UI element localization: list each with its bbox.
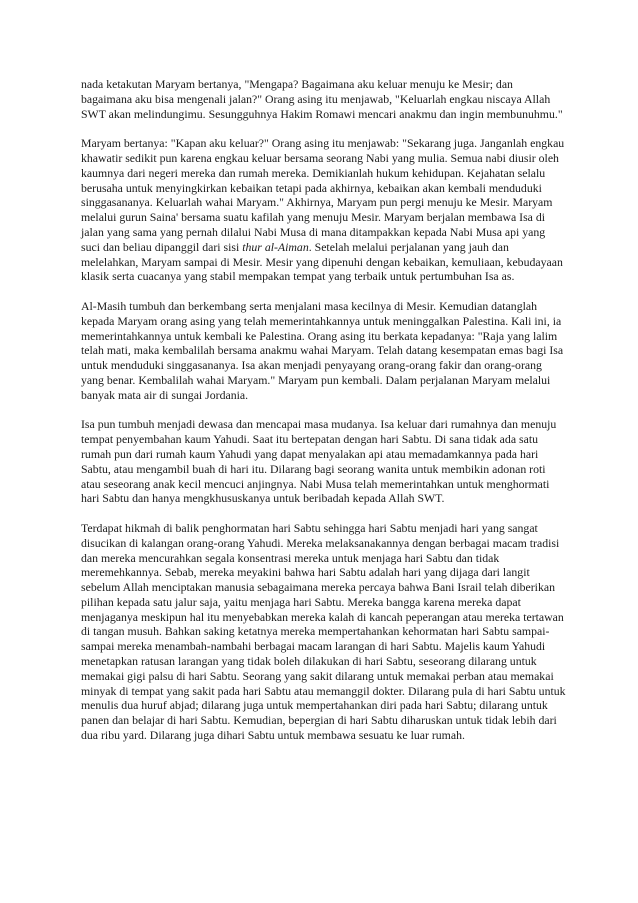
paragraph-2-text-after: . Setelah melalui perjalanan yang jauh dan melelahkan, Maryam sampai di Mesir. Mesir yang dipenuhi dengan kebaikan, kemuliaan, kebudayaan klasik serta cuacanya yang stabil mempakan tempat yang terbaik untuk pertumbuhan Isa as. bbox=[81, 239, 563, 284]
paragraph-5: Terdapat hikmah di balik penghormatan hari Sabtu sehingga hari Sabtu menjadi hari yang sangat disucikan di kalangan orang-orang Yahudi. Mereka melaksanakannya dengan berbagai macam tradisi dan mereka mencurahkan segala konsentrasi mereka untuk menjaga hari Sabtu dan tidak meremehkannya. Sebab, mereka meyakini bahwa hari Sabtu adalah hari yang dijaga dari langit sebelum Allah menciptakan manusia sebagaimana mereka percaya bahwa Bani Israil telah diberikan pilihan kepada satu jalur saja, yaitu menjaga hari Sabtu. Mereka bangga karena mereka dapat menjaganya meskipun hal itu menyebabkan mereka kalah di kancah peperangan atau mereka tertawan di tangan musuh. Bahkan saking ketatnya mereka mempertahankan kehormatan hari Sabtu sampai-sampai mereka menambah-nambahi berbagai macam larangan di hari Sabtu. Majelis kaum Yahudi menetapkan ratusan larangan yang tidak boleh dilakukan di hari Sabtu, seseorang dilarang untuk memakai gigi palsu di hari Sabtu. Seorang yang sakit dilarang untuk memakai perban atau memakai minyak di tempat yang sakit pada hari Sabtu atau memanggil dokter. Dilarang pula di hari Sabtu untuk menulis dua huruf abjad; dilarang juga untuk mempertahankan diri pada hari Sabtu; dilarang untuk panen dan belajar di hari Sabtu. Kemudian, bepergian di hari Sabtu diharuskan untuk tidak lebih dari dua ribu yard. Dilarang juga dihari Sabtu untuk membawa sesuatu ke luar rumah. bbox=[81, 520, 566, 743]
paragraph-3: Al-Masih tumbuh dan berkembang serta menjalani masa kecilnya di Mesir. Kemudian datanglah kepada Maryam orang asing yang telah memerintahkannya untuk meninggalkan Palestina. Kali ini, ia memerintahkannya untuk kembali ke Palestina. Orang asing itu berkata kepadanya: "Raja yang lalim telah mati, maka kembalilah bersama anakmu wahai Maryam. Telah datang kesempatan emas bagi Isa untuk menduduki singgasananya. Isa akan menjadi penyayang orang-orang fakir dan orang-orang yang benar. Kembalilah wahai Maryam." Maryam pun kembali. Dalam perjalanan Maryam melalui banyak mata air di sungai Jordania. bbox=[81, 298, 564, 402]
document-page bbox=[81, 77, 566, 743]
paragraph-2-italic-term: thur al-Aiman bbox=[242, 239, 309, 254]
paragraph-2 bbox=[81, 136, 566, 284]
paragraph-1: nada ketakutan Maryam bertanya, "Mengapa? Bagaimana aku keluar menuju ke Mesir; dan bagaimana aku bisa mengenali jalan?" Orang asing itu menjawab, "Keluarlah engkau niscaya Allah SWT akan melindungimu. Sesungguhnya Hakim Romawi mencari anakmu dan ingin membunuhmu." bbox=[81, 77, 563, 121]
paragraph-2-text-before: Maryam bertanya: "Kapan aku keluar?" Orang asing itu menjawab: "Sekarang juga. Janganlah engkau khawatir sedikit pun karena engkau keluar bersama seorang Nabi yang mulia. Semua nabi diusir oleh kaumnya dari negeri mereka dan rumah mereka. Demikianlah hukum kehidupan. Kejahatan selalu berusaha untuk menyingkirkan kebaikan tetapi pada akhirnya, kebaikan akan kembali menduduki singgasananya. Keluarlah wahai Maryam." Akhirnya, Maryam pun pergi menuju ke Mesir. Maryam melalui gurun Saina' bersama suatu kafilah yang menuju Mesir. Maryam berjalan membawa Isa di jalan yang sama yang pernah dilalui Nabi Musa di mana ditampakkan kepada Nabi Musa api yang suci dan beliau dipanggil dari sisi bbox=[81, 136, 565, 254]
paragraph-4: Isa pun tumbuh menjadi dewasa dan mencapai masa mudanya. Isa keluar dari rumahnya dan menuju tempat penyembahan kaum Yahudi. Saat itu bertepatan dengan hari Sabtu. Di sana tidak ada satu rumah pun dari rumah kaum Yahudi yang dapat menyalakan api atau memadamkannya pada hari Sabtu, atau mengambil buah di hari itu. Dilarang bagi seorang wanita untuk membikin adonan roti atau seseorang anak kecil mencuci anjingnya. Nabi Musa telah memerintahkan untuk menghormati hari Sabtu dan hanya mengkhususkanya untuk beribadah kepada Allah SWT. bbox=[81, 417, 557, 506]
